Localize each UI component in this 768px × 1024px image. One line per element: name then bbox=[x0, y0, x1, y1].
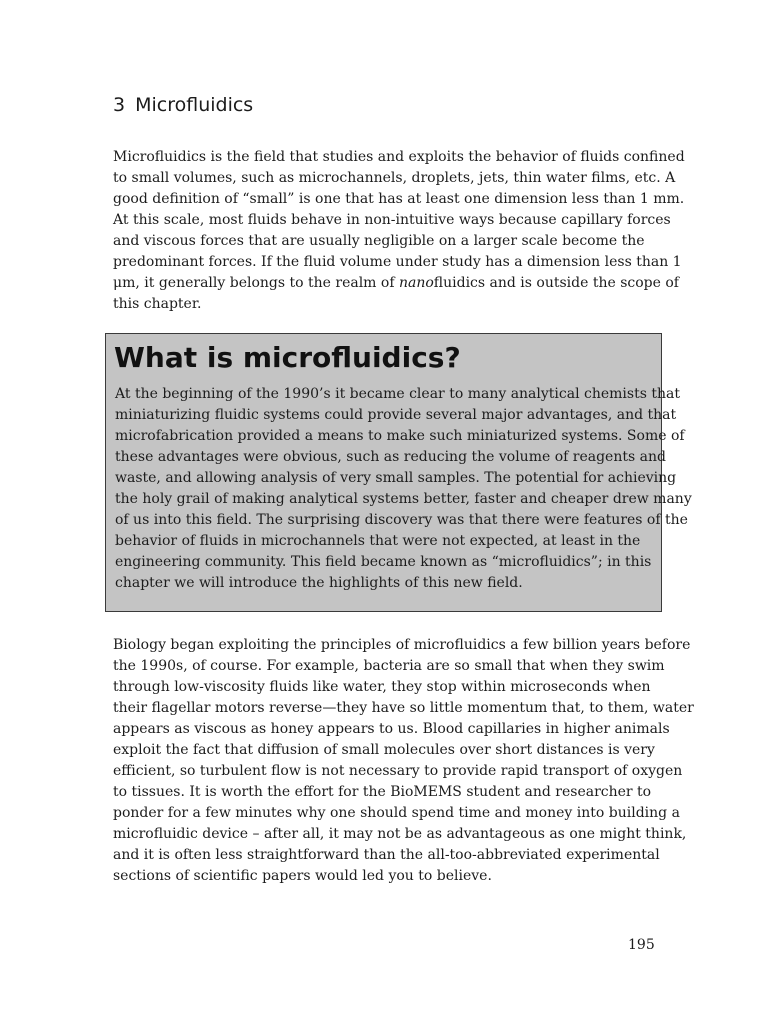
section-title: Microfluidics bbox=[135, 94, 254, 116]
text-line: waste, and allowing analysis of very small samples. The potential for achieving bbox=[115, 470, 677, 486]
section-number: 3 bbox=[113, 94, 126, 116]
text-line: behavior of fluids in microchannels that were not expected, at least in the bbox=[115, 533, 641, 549]
text-line bbox=[113, 273, 679, 294]
sidebar-title: What is microfluidics? bbox=[114, 341, 461, 374]
text-line: engineering community. This field became known as “microfluidics”; in this bbox=[115, 554, 652, 570]
text-line: and it is often less straightforward than the all-too-abbreviated experimental bbox=[113, 847, 660, 863]
text-line: predominant forces. If the fluid volume under study has a dimension less than 1 bbox=[113, 254, 682, 270]
text-line: their flagellar motors reverse—they have so little momentum that, to them, water bbox=[113, 700, 694, 716]
text-line: miniaturizing fluidic systems could provide several major advantages, and that bbox=[115, 407, 677, 423]
text-line: appears as viscous as honey appears to us. Blood capillaries in higher animals bbox=[113, 721, 670, 737]
text-line: through low-viscosity fluids like water, they stop within microseconds when bbox=[113, 679, 651, 695]
text-line: At this scale, most fluids behave in non-intuitive ways because capillary forces bbox=[113, 212, 671, 228]
text-line: the holy grail of making analytical systems better, faster and cheaper drew many bbox=[115, 491, 692, 507]
text-line: Microfluidics is the field that studies and exploits the behavior of fluids confined bbox=[113, 149, 685, 165]
text-run: μm, it generally belongs to the realm of bbox=[113, 275, 399, 291]
page-number: 195 bbox=[628, 937, 655, 953]
text-line: Biology began exploiting the principles of microfluidics a few billion years before bbox=[113, 637, 691, 653]
closing-paragraph bbox=[113, 635, 694, 887]
text-line: At the beginning of the 1990’s it became clear to many analytical chemists that bbox=[115, 386, 680, 402]
sidebar-body bbox=[115, 384, 692, 594]
text-run: fluidics and is outside the scope of bbox=[433, 275, 679, 291]
sidebar-box bbox=[105, 333, 692, 612]
text-line: ponder for a few minutes why one should spend time and money into building a bbox=[113, 805, 680, 821]
text-line: and viscous forces that are usually negligible on a larger scale become the bbox=[113, 233, 645, 249]
text-line: to tissues. It is worth the effort for the BioMEMS student and researcher to bbox=[113, 784, 652, 800]
text-line: efficient, so turbulent flow is not necessary to provide rapid transport of oxygen bbox=[113, 763, 683, 779]
italic-term: nano bbox=[398, 275, 434, 291]
text-line: to small volumes, such as microchannels, droplets, jets, thin water films, etc. A bbox=[113, 170, 676, 186]
text-line: this chapter. bbox=[113, 296, 202, 312]
text-line: microfluidic device – after all, it may not be as advantageous as one might think, bbox=[113, 826, 687, 842]
text-line: the 1990s, of course. For example, bacteria are so small that when they swim bbox=[113, 658, 665, 674]
text-line: of us into this field. The surprising discovery was that there were features of the bbox=[115, 512, 688, 528]
text-line: good definition of “small” is one that has at least one dimension less than 1 mm. bbox=[113, 191, 685, 207]
text-line: these advantages were obvious, such as reducing the volume of reagents and bbox=[115, 449, 666, 465]
text-line: exploit the fact that diffusion of small molecules over short distances is very bbox=[113, 742, 655, 758]
section-heading bbox=[113, 94, 253, 116]
text-line: sections of scientific papers would led you to believe. bbox=[113, 868, 492, 884]
intro-paragraph bbox=[113, 147, 685, 315]
text-line: chapter we will introduce the highlights of this new field. bbox=[115, 575, 523, 591]
text-line: microfabrication provided a means to make such miniaturized systems. Some of bbox=[115, 428, 685, 444]
